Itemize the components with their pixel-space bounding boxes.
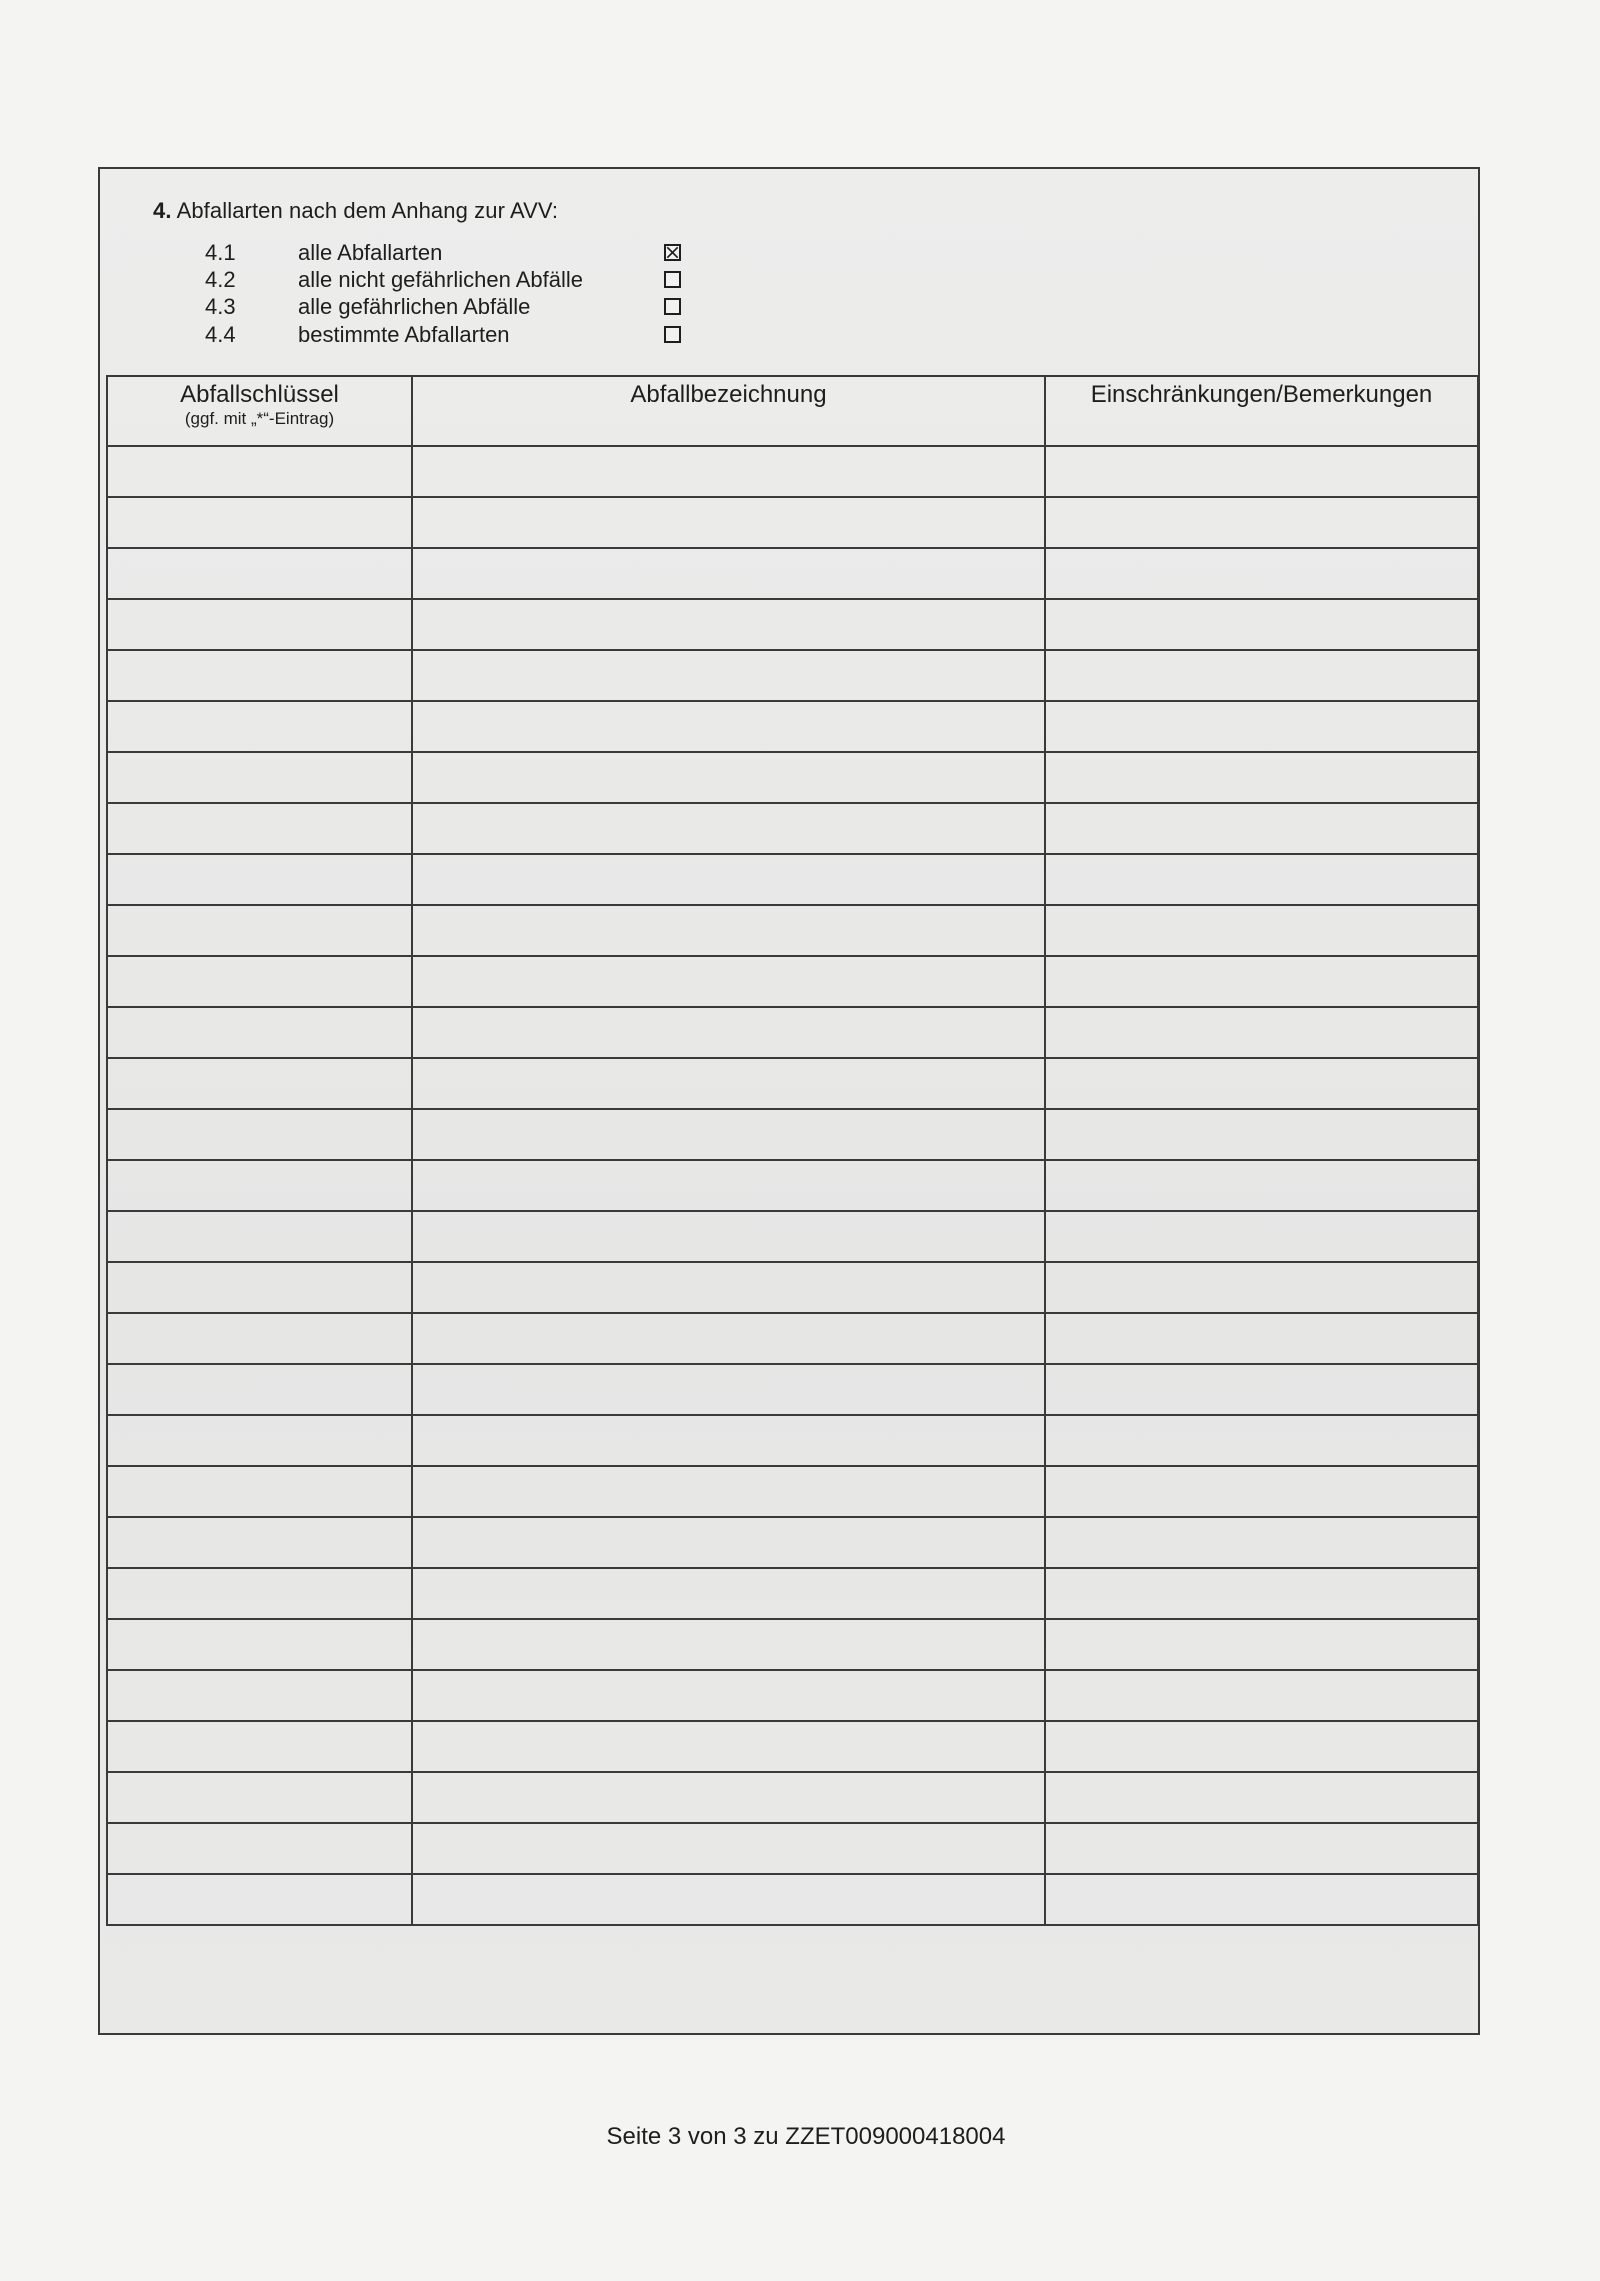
option-number: 4.2: [205, 267, 236, 292]
table-row: [107, 1721, 1478, 1772]
waste-code-cell[interactable]: [107, 701, 412, 752]
waste-designation-cell[interactable]: [412, 1568, 1045, 1619]
remarks-cell[interactable]: [1045, 854, 1478, 905]
waste-code-cell[interactable]: [107, 1007, 412, 1058]
header-waste-code-label: Abfallschlüssel: [180, 381, 339, 408]
waste-code-cell[interactable]: [107, 1262, 412, 1313]
waste-designation-cell[interactable]: [412, 1517, 1045, 1568]
remarks-cell[interactable]: [1045, 1721, 1478, 1772]
waste-designation-cell[interactable]: [412, 599, 1045, 650]
header-waste-designation: [412, 376, 1045, 446]
waste-code-cell[interactable]: [107, 1874, 412, 1925]
waste-code-cell[interactable]: [107, 650, 412, 701]
table-row: [107, 803, 1478, 854]
remarks-cell[interactable]: [1045, 1262, 1478, 1313]
table-row: [107, 650, 1478, 701]
waste-designation-cell[interactable]: [412, 1466, 1045, 1517]
waste-code-cell[interactable]: [107, 803, 412, 854]
waste-designation-cell[interactable]: [412, 956, 1045, 1007]
table-row: [107, 1466, 1478, 1517]
table-row: [107, 1313, 1478, 1364]
waste-designation-cell[interactable]: [412, 1007, 1045, 1058]
waste-code-cell[interactable]: [107, 905, 412, 956]
waste-code-cell[interactable]: [107, 1313, 412, 1364]
table-row: [107, 1109, 1478, 1160]
remarks-cell[interactable]: [1045, 1874, 1478, 1925]
table-row: [107, 1772, 1478, 1823]
waste-code-cell[interactable]: [107, 1211, 412, 1262]
option-label: alle Abfallarten: [298, 240, 443, 265]
waste-code-cell[interactable]: [107, 1619, 412, 1670]
waste-designation-cell[interactable]: [412, 1262, 1045, 1313]
waste-code-cell[interactable]: [107, 1670, 412, 1721]
header-waste-code-note: (ggf. mit „*“-Eintrag): [184, 408, 335, 428]
table-row: [107, 1211, 1478, 1262]
header-waste-designation-label: Abfallbezeichnung: [630, 381, 827, 408]
table-row: [107, 1262, 1478, 1313]
remarks-cell[interactable]: [1045, 548, 1478, 599]
table-header-row: [107, 376, 1478, 446]
header-restrictions-remarks-label: Einschränkungen/Bemerkungen: [1090, 381, 1433, 408]
waste-code-cell[interactable]: [107, 1772, 412, 1823]
waste-code-cell[interactable]: [107, 548, 412, 599]
waste-designation-cell[interactable]: [412, 854, 1045, 905]
waste-code-cell[interactable]: [107, 599, 412, 650]
option-label: alle gefährlichen Abfälle: [298, 294, 531, 319]
waste-types-table: [106, 375, 1479, 1926]
waste-designation-cell[interactable]: [412, 1313, 1045, 1364]
section-heading: [153, 198, 558, 224]
table-row: [107, 1568, 1478, 1619]
waste-designation-cell[interactable]: [412, 1415, 1045, 1466]
option-row-4-3[interactable]: [0, 294, 1000, 322]
table-row: [107, 854, 1478, 905]
table-row: [107, 548, 1478, 599]
remarks-cell[interactable]: [1045, 1364, 1478, 1415]
waste-designation-cell[interactable]: [412, 1109, 1045, 1160]
remarks-cell[interactable]: [1045, 752, 1478, 803]
table-row: [107, 956, 1478, 1007]
remarks-cell[interactable]: [1045, 446, 1478, 497]
remarks-cell[interactable]: [1045, 1568, 1478, 1619]
option-label: alle nicht gefährlichen Abfälle: [298, 267, 583, 292]
table-row: [107, 1160, 1478, 1211]
waste-code-cell[interactable]: [107, 1415, 412, 1466]
remarks-cell[interactable]: [1045, 1619, 1478, 1670]
waste-designation-cell[interactable]: [412, 446, 1045, 497]
table-row: [107, 1619, 1478, 1670]
remarks-cell[interactable]: [1045, 956, 1478, 1007]
remarks-cell[interactable]: [1045, 1007, 1478, 1058]
checkmark-x-icon: [666, 246, 679, 259]
waste-code-cell[interactable]: [107, 956, 412, 1007]
waste-designation-cell[interactable]: [412, 905, 1045, 956]
option-number: 4.4: [205, 322, 236, 347]
waste-code-cell[interactable]: [107, 854, 412, 905]
remarks-cell[interactable]: [1045, 1466, 1478, 1517]
table-row: [107, 497, 1478, 548]
table-row: [107, 1058, 1478, 1109]
table-row: [107, 701, 1478, 752]
option-number: 4.3: [205, 294, 236, 319]
waste-code-cell[interactable]: [107, 1517, 412, 1568]
checkbox-specific-waste-types[interactable]: [664, 326, 681, 343]
remarks-cell[interactable]: [1045, 497, 1478, 548]
remarks-cell[interactable]: [1045, 1772, 1478, 1823]
remarks-cell[interactable]: [1045, 599, 1478, 650]
table-row: [107, 905, 1478, 956]
table-row: [107, 1670, 1478, 1721]
remarks-cell[interactable]: [1045, 1670, 1478, 1721]
table-row: [107, 599, 1478, 650]
remarks-cell[interactable]: [1045, 1313, 1478, 1364]
checkbox-non-hazardous-waste[interactable]: [664, 271, 681, 288]
checkbox-all-waste-types[interactable]: [664, 244, 681, 261]
waste-designation-cell[interactable]: [412, 1058, 1045, 1109]
waste-code-cell[interactable]: [107, 1109, 412, 1160]
waste-designation-cell[interactable]: [412, 650, 1045, 701]
waste-designation-cell[interactable]: [412, 701, 1045, 752]
remarks-cell[interactable]: [1045, 1109, 1478, 1160]
waste-designation-cell[interactable]: [412, 1823, 1045, 1874]
option-row-4-2[interactable]: [0, 267, 1000, 295]
table-row: [107, 1007, 1478, 1058]
waste-code-cell[interactable]: [107, 446, 412, 497]
waste-code-cell[interactable]: [107, 1364, 412, 1415]
remarks-cell[interactable]: [1045, 1211, 1478, 1262]
waste-designation-cell[interactable]: [412, 1772, 1045, 1823]
section-number: 4.: [153, 198, 172, 223]
table-row: [107, 446, 1478, 497]
waste-designation-cell[interactable]: [412, 497, 1045, 548]
remarks-cell[interactable]: [1045, 701, 1478, 752]
waste-code-cell[interactable]: [107, 1568, 412, 1619]
waste-code-cell[interactable]: [107, 1721, 412, 1772]
waste-designation-cell[interactable]: [412, 803, 1045, 854]
checkbox-hazardous-waste[interactable]: [664, 298, 681, 315]
waste-designation-cell[interactable]: [412, 1874, 1045, 1925]
waste-code-cell[interactable]: [107, 1160, 412, 1211]
remarks-cell[interactable]: [1045, 1160, 1478, 1211]
option-row-4-4[interactable]: [0, 322, 1000, 350]
waste-designation-cell[interactable]: [412, 1670, 1045, 1721]
remarks-cell[interactable]: [1045, 803, 1478, 854]
section-title: Abfallarten nach dem Anhang zur AVV:: [176, 198, 559, 223]
remarks-cell[interactable]: [1045, 1517, 1478, 1568]
header-waste-code: [107, 376, 412, 446]
remarks-cell[interactable]: [1045, 1058, 1478, 1109]
waste-designation-cell[interactable]: [412, 1619, 1045, 1670]
remarks-cell[interactable]: [1045, 650, 1478, 701]
table-body: [107, 446, 1478, 1925]
waste-code-cell[interactable]: [107, 1823, 412, 1874]
waste-designation-cell[interactable]: [412, 1364, 1045, 1415]
option-number: 4.1: [205, 240, 236, 265]
table-row: [107, 1823, 1478, 1874]
waste-designation-cell[interactable]: [412, 752, 1045, 803]
remarks-cell[interactable]: [1045, 905, 1478, 956]
waste-code-cell[interactable]: [107, 752, 412, 803]
option-row-4-1[interactable]: [0, 240, 1000, 268]
table-row: [107, 1364, 1478, 1415]
table-row: [107, 1517, 1478, 1568]
remarks-cell[interactable]: [1045, 1823, 1478, 1874]
table-row: [107, 1415, 1478, 1466]
waste-code-cell[interactable]: [107, 1466, 412, 1517]
table-row: [107, 1874, 1478, 1925]
option-label: bestimmte Abfallarten: [298, 322, 510, 347]
table-row: [107, 752, 1478, 803]
waste-designation-cell[interactable]: [412, 548, 1045, 599]
waste-code-cell[interactable]: [107, 1058, 412, 1109]
remarks-cell[interactable]: [1045, 1415, 1478, 1466]
waste-designation-cell[interactable]: [412, 1211, 1045, 1262]
header-restrictions-remarks: [1045, 376, 1478, 446]
waste-designation-cell[interactable]: [412, 1160, 1045, 1211]
page-footer: Seite 3 von 3 zu ZZET009000418004: [606, 2123, 1006, 2150]
waste-designation-cell[interactable]: [412, 1721, 1045, 1772]
waste-code-cell[interactable]: [107, 497, 412, 548]
